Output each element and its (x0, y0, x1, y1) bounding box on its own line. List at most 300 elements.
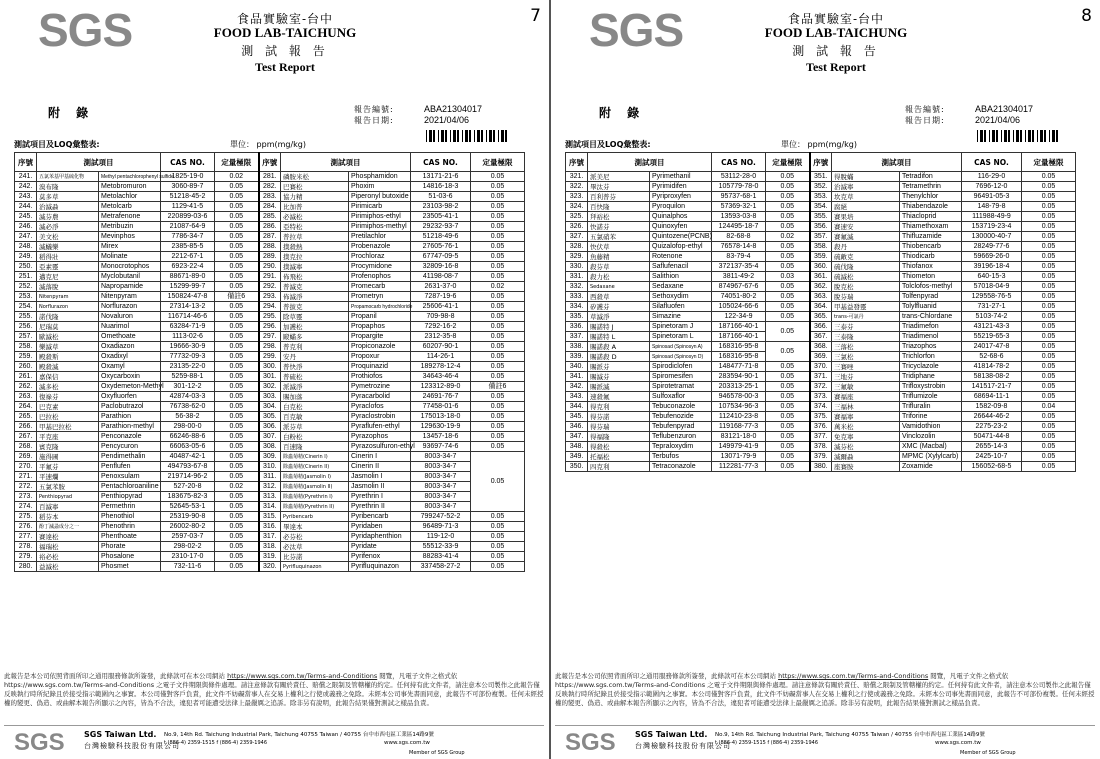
unit-text: 單位： ppm(mg/kg) (230, 140, 307, 149)
item-name-en: Thiofanox (900, 262, 962, 272)
cas-number: 83-79-4 (712, 252, 766, 262)
company-website[interactable]: www.sgs.com.tw (935, 740, 981, 746)
table-row (15, 192, 525, 202)
item-name-cn: 三泰隆 (832, 332, 900, 342)
cas-number: 51-03-6 (411, 192, 471, 202)
item-name-en: Spiromesifen (650, 372, 712, 382)
cas-number: 27314-13-2 (161, 302, 215, 312)
item-name-cn: 撲殺熱 (281, 242, 349, 252)
cas-number: 77732-09-3 (161, 352, 215, 362)
page-number: 7 (530, 6, 541, 26)
item-name-cn: 邁克尼 (37, 272, 99, 282)
loq-value: 備註6 (215, 292, 259, 302)
row-number: 241. (15, 172, 37, 182)
item-name-cn: 賽達松 (37, 532, 99, 542)
item-name-cn: 滅爾蝨 (832, 452, 900, 462)
row-number: 357. (810, 232, 832, 242)
report-title-en: Test Report (806, 60, 866, 74)
row-number: 286. (259, 222, 281, 232)
loq-value: 0.05 (1022, 312, 1076, 322)
loq-value: 0.05 (766, 392, 810, 402)
table-row (566, 252, 1076, 262)
item-name-en: Penoxsulam (99, 472, 161, 482)
item-name-cn: 除蟲菊精(Jasmolin I) (281, 472, 349, 482)
item-name-cn: 草滅淨 (588, 312, 650, 322)
row-number: 298. (259, 342, 281, 352)
cas-number: 55219-65-3 (962, 332, 1022, 342)
item-name-en: Triforine (900, 412, 962, 422)
item-name-cn: 酚丁滅蝨成分之一 (37, 522, 99, 532)
row-number: 375. (810, 412, 832, 422)
report-title-cn: 測 試 報 告 (792, 44, 880, 58)
table-row (15, 242, 525, 252)
item-name-cn: Norflurazon (37, 302, 99, 312)
row-number: 348. (566, 442, 588, 452)
loq-value: 0.05 (471, 392, 525, 402)
cas-number: 59669-26-0 (962, 252, 1022, 262)
footer-text-post: 閱覽，凡電子文件之格式依 https://www.sgs.com.tw/Terms-and-Conditions 之電子文件期限與條件處理。請注意條款有關於責任、賠償之限制及管轄權的約定。任何持有此文件者，請注意本公司製作之此報告僅反映執行時所紀錄且於接受指示範圍內之事實。本公司僅對客戶負責，此文件不妨礙當事人在交易上權利之行使或義務之免除。未經本公司事先書面同意，此報告不可部份複製。任何未經授權的變更、偽造、或曲解本報告所顯示之內容，皆為不合法，違犯者可能遭受法律上最嚴厲之追訴。除非另有說明，此報告結果僅對測試之樣品負責。 (555, 672, 1095, 707)
table-row (15, 362, 525, 372)
report-no-label: 報告編號: (905, 105, 945, 114)
item-name-cn: 殿殺滅 (37, 362, 99, 372)
row-number: 265. (15, 412, 37, 422)
item-name-en: Cinerin II (349, 462, 411, 472)
item-name-cn: 比芬諾 (281, 552, 349, 562)
item-name-en: Tetradifon (900, 172, 962, 182)
loq-value: 0.04 (1022, 402, 1076, 412)
table-row (15, 182, 525, 192)
cas-number: 732-11-6 (161, 562, 215, 572)
table-row (566, 462, 1076, 472)
row-number: 373. (810, 392, 832, 402)
loq-value: 0.05 (215, 392, 259, 402)
cas-number: 5259-88-1 (161, 372, 215, 382)
item-name-en: Spinosad (Spinosyn A) (650, 342, 712, 352)
cas-number: 2655-14-3 (962, 442, 1022, 452)
table-row (15, 302, 525, 312)
item-name-cn: 速殺氟 (588, 392, 650, 402)
item-name-en: Thiometon (900, 272, 962, 282)
row-number: 354. (810, 202, 832, 212)
item-name-cn: 安丹 (281, 352, 349, 362)
cas-number: 55512-33-9 (411, 542, 471, 552)
loq-value: 0.05 (766, 372, 810, 382)
footer-text-pre: 此報告是本公司依照背面所印之通用服務條款所簽發，此條款可在本公司網站 (4, 672, 228, 680)
table-row (566, 262, 1076, 272)
company-name: SGS Taiwan Ltd. (635, 730, 708, 739)
report-date-label: 報告日期: (905, 116, 945, 125)
item-name-cn: 坎克草 (832, 192, 900, 202)
item-name-en: Thiabendazole (900, 202, 962, 212)
item-name-en: Silafluofen (650, 302, 712, 312)
terms-link[interactable]: https://www.sgs.com.tw/Terms-and-Conditions (227, 672, 378, 680)
loq-value: 0.05 (215, 302, 259, 312)
row-number: 320. (259, 562, 281, 572)
table-row (15, 372, 525, 382)
item-name-en: Vamidothion (900, 422, 962, 432)
cas-number: 52645-53-1 (161, 502, 215, 512)
item-name-cn: 滅芬農 (37, 212, 99, 222)
lab-name-cn: 食品實驗室-台中 (787, 12, 885, 26)
item-name-en: Pyrimidifen (650, 182, 712, 192)
item-name-cn: 施得圃 (37, 452, 99, 462)
cas-number: 219714-96-2 (161, 472, 215, 482)
loq-value: 0.05 (1022, 232, 1076, 242)
row-number: 283. (259, 192, 281, 202)
loq-value-merged: 0.05 (766, 342, 810, 362)
table-row (15, 392, 525, 402)
loq-value: 0.05 (471, 562, 525, 572)
item-name-en: Phenothrin (99, 522, 161, 532)
cas-number: 874967-67-6 (712, 282, 766, 292)
table-row (566, 282, 1076, 292)
item-name-cn: 百滅寧 (37, 502, 99, 512)
header-item: 測試項目 (832, 153, 962, 172)
item-name-en: Sethoxydim (650, 292, 712, 302)
item-name-cn: 萬米松 (832, 422, 900, 432)
table-row (566, 392, 1076, 402)
loq-value: 0.05 (766, 312, 810, 322)
table-row (15, 452, 525, 462)
cas-number: 116714-46-6 (161, 312, 215, 322)
item-name-en: MPMC (Xylylcarb) (900, 452, 962, 462)
item-name-cn: Pyrifluquinazon (281, 562, 349, 572)
footer-sgs-logo (563, 728, 623, 754)
loq-value: 0.05 (471, 302, 525, 312)
row-number: 281. (259, 172, 281, 182)
cas-number: 25319-90-8 (161, 512, 215, 522)
loq-value: 0.05 (1022, 342, 1076, 352)
loq-value: 0.05 (215, 522, 259, 532)
item-name-en: Tebufenpyrad (650, 422, 712, 432)
item-name-cn: 免克寧 (832, 432, 900, 442)
item-name-en: Quintozene(PCNB) (650, 232, 712, 242)
item-name-en: Monocrotophos (99, 262, 161, 272)
item-name-en: Pyribencarb (349, 512, 411, 522)
table-row (566, 352, 1076, 362)
item-name-en: Pyraflufen-ethyl (349, 422, 411, 432)
cas-number: 24691-76-7 (411, 392, 471, 402)
item-name-en: Proquinazid (349, 362, 411, 372)
cas-number: 21087-64-9 (161, 222, 215, 232)
cas-number: 156052-68-5 (962, 462, 1022, 472)
item-name-en: Pentachloroaniline (99, 482, 161, 492)
barcode (426, 127, 508, 139)
cas-number: 95737-68-1 (712, 192, 766, 202)
loq-value: 0.05 (215, 232, 259, 242)
report-date: 2021/04/06 (424, 115, 470, 125)
item-name-cn: 快諾芬 (588, 222, 650, 232)
loq-value: 0.05 (1022, 282, 1076, 292)
row-number: 277. (15, 532, 37, 542)
row-number: 270. (15, 462, 37, 472)
cas-number: 301-12-2 (161, 382, 215, 392)
row-number: 294. (259, 302, 281, 312)
loq-value: 0.05 (1022, 362, 1076, 372)
item-name-en: Triadimenol (900, 332, 962, 342)
loq-value: 0.05 (766, 222, 810, 232)
cas-number: 32809-16-8 (411, 262, 471, 272)
row-number: 285. (259, 212, 281, 222)
row-number: 327. (566, 232, 588, 242)
item-name-cn: 拜裕松 (588, 212, 650, 222)
item-name-en: Thifluzamide (900, 232, 962, 242)
loq-value: 0.02 (215, 482, 259, 492)
loq-value: 0.05 (766, 212, 810, 222)
item-name-cn: 賜加落 (281, 392, 349, 402)
row-number: 244. (15, 202, 37, 212)
item-name-en: Propaphos (349, 322, 411, 332)
loq-value: 0.05 (1022, 292, 1076, 302)
cas-number: 150824-47-8 (161, 292, 215, 302)
item-name-en: Norflurazon (99, 302, 161, 312)
item-name-en: Propargite (349, 332, 411, 342)
loq-value: 0.05 (215, 182, 259, 192)
row-number: 306. (259, 422, 281, 432)
loq-value: 0.05 (215, 462, 259, 472)
cas-number: 220899-03-6 (161, 212, 215, 222)
table-row (15, 282, 525, 292)
item-name-en: Penflufen (99, 462, 161, 472)
item-name-en: Pendimethalin (99, 452, 161, 462)
item-name-cn: 樂滅草 (37, 342, 99, 352)
item-name-cn: 巴賽松 (281, 182, 349, 192)
row-number: 366. (810, 322, 832, 332)
item-name-cn: 平氟芬 (37, 462, 99, 472)
item-name-en: Pyraclofos (349, 402, 411, 412)
company-website[interactable]: www.sgs.com.tw (384, 740, 430, 746)
item-name-cn: 甲基巴拉松 (37, 422, 99, 432)
item-name-en: Thiodicarb (900, 252, 962, 262)
table-row (15, 202, 525, 212)
header-no: 序號 (15, 153, 37, 172)
item-name-en: Metribuzin (99, 222, 161, 232)
row-number: 331. (566, 272, 588, 282)
item-name-cn: 百速隆 (281, 442, 349, 452)
item-name-en: Triflumizole (900, 392, 962, 402)
row-number: 336. (566, 322, 588, 332)
loq-value: 0.05 (471, 182, 525, 192)
row-number: 291. (259, 272, 281, 282)
row-number: 271. (15, 472, 37, 482)
row-number: 341. (566, 372, 588, 382)
item-name-cn: 賽果培 (832, 212, 900, 222)
cas-number: 39196-18-4 (962, 262, 1022, 272)
item-name-cn: 三氟敏 (832, 382, 900, 392)
cas-number: 24017-47-8 (962, 342, 1022, 352)
row-number: 372. (810, 382, 832, 392)
row-number: 342. (566, 382, 588, 392)
item-name-en: Pyroquilon (650, 202, 712, 212)
cas-number: 283594-90-1 (712, 372, 766, 382)
item-name-en: Trifloxystrobin (900, 382, 962, 392)
unit-text: 單位： ppm(mg/kg) (781, 140, 858, 149)
member-text: Member of SGS Group (960, 750, 1016, 756)
item-name-cn: 溴布隆 (37, 182, 99, 192)
item-name-en: Parathion (99, 412, 161, 422)
item-name-en: Penconazole (99, 432, 161, 442)
loq-value: 0.05 (215, 432, 259, 442)
table-row (15, 502, 525, 512)
item-name-cn: 滅蟻樂 (37, 242, 99, 252)
item-name-en: Omethoate (99, 332, 161, 342)
loq-value: 0.05 (766, 282, 810, 292)
item-name-en: Nuarimol (99, 322, 161, 332)
item-name-en: Metolcarb (99, 202, 161, 212)
item-name-en: Propoxur (349, 352, 411, 362)
row-number: 332. (566, 282, 588, 292)
row-number: 374. (810, 402, 832, 412)
item-name-cn: 比加普 (281, 202, 349, 212)
cas-number: 189278-12-4 (411, 362, 471, 372)
item-name-cn: 益滅松 (37, 562, 99, 572)
table-row (566, 302, 1076, 312)
cas-number: 527-20-8 (161, 482, 215, 492)
cas-number: 74051-80-2 (712, 292, 766, 302)
item-name-cn: 五氯苯基甲基硫化物 (37, 172, 99, 182)
loq-value: 0.05 (766, 432, 810, 442)
cas-number: 53112-28-0 (712, 172, 766, 182)
loq-value: 0.05 (1022, 412, 1076, 422)
loq-value: 0.05 (1022, 422, 1076, 432)
item-name-cn: 得殺松 (588, 442, 650, 452)
item-name-en: Spinosad (Spinosyn D) (650, 352, 712, 362)
cas-number: 731-27-1 (962, 302, 1022, 312)
report-date-label: 報告日期: (354, 116, 394, 125)
row-number: 379. (810, 452, 832, 462)
loq-value: 0.05 (215, 272, 259, 282)
footer-disclaimer (4, 672, 544, 708)
company-name-cn: 台灣檢驗科技股份有限公司 (635, 742, 731, 750)
item-name-cn: 硫伐隆 (832, 262, 900, 272)
svg-text:SGS: SGS (565, 729, 616, 756)
item-name-en: Phoxim (349, 182, 411, 192)
loq-value: 備註6 (471, 382, 525, 392)
item-name-cn: 普快淨 (281, 362, 349, 372)
item-name-en: Salithion (650, 272, 712, 282)
item-name-cn: 賜滅芬 (588, 372, 650, 382)
item-name-en: Pyrifenox (349, 552, 411, 562)
cas-number: 13457-18-6 (411, 432, 471, 442)
report-page-8 (551, 0, 1100, 759)
item-name-en: Thiacloprid (900, 212, 962, 222)
row-number: 310. (259, 462, 281, 472)
row-number: 307. (259, 432, 281, 442)
row-number: 349. (566, 452, 588, 462)
item-name-cn: 百克敏 (281, 412, 349, 422)
cas-number: 51218-49-6 (411, 232, 471, 242)
row-number: 290. (259, 262, 281, 272)
cas-number: 25606-41-1 (411, 302, 471, 312)
item-name-cn: 尼瑞莫 (37, 322, 99, 332)
header-cas: CAS NO. (962, 153, 1022, 172)
row-number: 254. (15, 302, 37, 312)
item-name-cn: 嘉保信 (37, 372, 99, 382)
item-name-en: Methyl pentachlorophenyl sulfide (99, 172, 161, 182)
loq-value: 0.05 (766, 262, 810, 272)
table-row (15, 562, 525, 572)
row-number: 367. (810, 332, 832, 342)
barcode (977, 127, 1059, 139)
item-name-en: Zoxamide (900, 462, 962, 472)
company-phone: t (886-4) 2359-1515 f (886-4) 2359-1946 (164, 740, 268, 746)
item-name-en: Mirex (99, 242, 161, 252)
item-name-en: Pyrazosulfuron-ethyl (349, 442, 411, 452)
loq-value: 0.05 (215, 352, 259, 362)
cas-number: 168316-95-8 (712, 342, 766, 352)
loq-value: 0.05 (215, 282, 259, 292)
cas-number: 6923-22-4 (161, 262, 215, 272)
row-number: 246. (15, 222, 37, 232)
header-loq: 定量極限 (215, 153, 259, 172)
item-name-cn: 得芬諾 (588, 412, 650, 422)
loq-value: 0.05 (1022, 182, 1076, 192)
item-name-cn: 除蟲菊精(Jasmolin II) (281, 482, 349, 492)
row-number: 278. (15, 542, 37, 552)
loq-value: 0.05 (766, 182, 810, 192)
table-row (566, 292, 1076, 302)
cas-number: 107534-96-3 (712, 402, 766, 412)
item-name-cn: 得克利 (588, 402, 650, 412)
item-name-cn: 除蟲菊精(Cinerin II) (281, 462, 349, 472)
row-number: 329. (566, 252, 588, 262)
table-row (15, 442, 525, 452)
row-number: 250. (15, 262, 37, 272)
loq-value: 0.05 (1022, 212, 1076, 222)
item-name-cn: trans-可氯丹 (832, 312, 900, 322)
cas-number: 2312-35-8 (411, 332, 471, 342)
item-name-en: Tetraconazole (650, 462, 712, 472)
table-row (566, 442, 1076, 452)
table-row (566, 372, 1076, 382)
header-cas: CAS NO. (712, 153, 766, 172)
cas-number: 14816-18-3 (411, 182, 471, 192)
item-name-cn: 西殺草 (588, 292, 650, 302)
cas-number: 494793-67-8 (161, 462, 215, 472)
item-name-en: Tetramethrin (900, 182, 962, 192)
table-row (566, 212, 1076, 222)
cas-number: 77458-01-6 (411, 402, 471, 412)
row-number: 352. (810, 182, 832, 192)
row-number: 253. (15, 292, 37, 302)
loq-value: 0.05 (215, 372, 259, 382)
item-name-en: Napropamide (99, 282, 161, 292)
item-name-cn: 巴拉松 (37, 412, 99, 422)
item-name-cn: 裕必松 (37, 552, 99, 562)
item-name-cn: 協力精 (281, 192, 349, 202)
loq-value: 0.05 (1022, 442, 1076, 452)
cas-number: 57018-04-9 (962, 282, 1022, 292)
loq-value: 0.05 (215, 252, 259, 262)
item-name-cn: 必芬松 (281, 532, 349, 542)
terms-link[interactable]: https://www.sgs.com.tw/Terms-and-Conditions (778, 672, 929, 680)
item-name-en: Pyridate (349, 542, 411, 552)
cas-number: 43121-43-3 (962, 322, 1022, 332)
row-number: 251. (15, 272, 37, 282)
loq-value: 0.05 (471, 172, 525, 182)
row-number: 256. (15, 322, 37, 332)
table-row (15, 432, 525, 442)
sgs-logo-text: SGS (589, 4, 684, 56)
lab-name-cn: 食品實驗室-台中 (236, 12, 334, 26)
table-row (15, 232, 525, 242)
footer-bar (4, 725, 544, 756)
table-row (566, 332, 1076, 342)
table-row (15, 272, 525, 282)
loq-value: 0.05 (1022, 262, 1076, 272)
item-name-cn: 賜諾殺 D (588, 352, 650, 362)
item-name-cn: 四克利 (588, 462, 650, 472)
